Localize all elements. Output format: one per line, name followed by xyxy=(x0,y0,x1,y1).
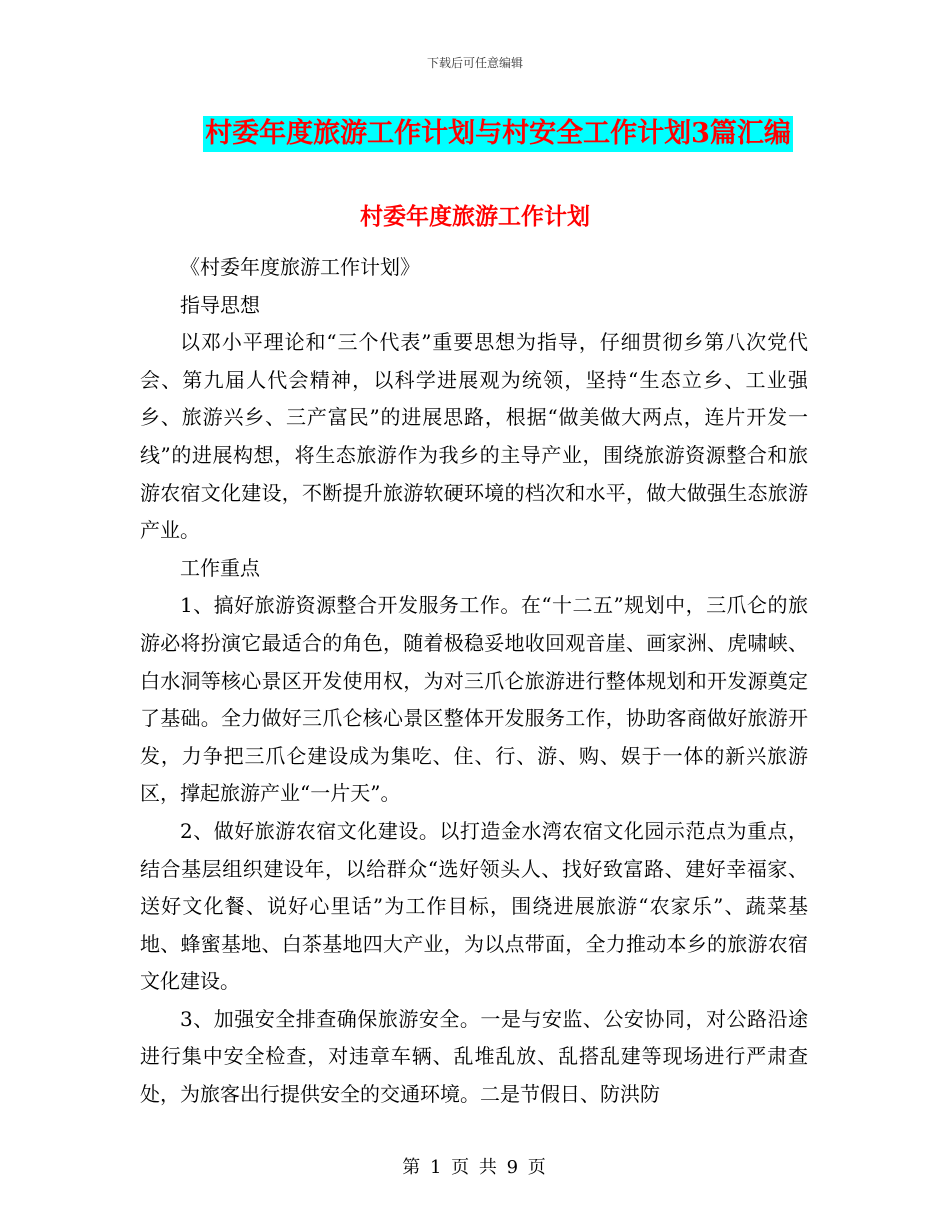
document-main-title xyxy=(0,112,950,152)
paragraph-book-title: 《村委年度旅游工作计划》 xyxy=(180,255,420,279)
paragraph-item-3: 3、加强安全排查确保旅游安全。一是与安监、公安协同，对公路沿途进行集中安全检查，对违章车辆、乱堆乱放、乱搭乱建等现场进行严肃查处，为旅客出行提供安全的交通环境。二是节假日、防洪防 xyxy=(140,1006,808,1107)
document-body xyxy=(140,249,808,1114)
paragraph-guiding-thought: 以邓小平理论和“三个代表”重要思想为指导，仔细贯彻乡第八次党代会、第九届人代会精神，以科学进展观为统领，坚持“生态立乡、工业强乡、旅游兴乡、三产富民”的进展思路，根据“做美做大两点，连片开发一线”的进展构想，将生态旅游作为我乡的主导产业，围绕旅游资源整合和旅游农宿文化建设，不断提升旅游软硬环境的档次和水平，做大做强生态旅游产业。 xyxy=(140,330,808,543)
paragraph-heading-work-focus: 工作重点 xyxy=(180,555,260,580)
paragraph-heading-guiding-thought: 指导思想 xyxy=(180,292,260,317)
main-title-highlight: 村委年度旅游工作计划与村安全工作计划3篇汇编 xyxy=(203,116,793,152)
page-footer: 第 1 页 共 9 页 xyxy=(402,1157,548,1178)
paragraph-item-1: 1、搞好旅游资源整合开发服务工作。在“十二五”规划中，三爪仑的旅游必将扮演它最适合的角色，随着极稳妥地收回观音崖、画家洲、虎啸峡、白水洞等核心景区开发使用权，为对三爪仑旅游进行整体规划和开发源奠定了基础。全力做好三爪仑核心景区整体开发服务工作，协助客商做好旅游开发，力争把三爪仑建设成为集吃、住、行、游、购、娱于一体的新兴旅游区，撑起旅游产业“一片天”。 xyxy=(140,593,808,806)
section-title: 村委年度旅游工作计划 xyxy=(360,203,590,230)
header-note: 下载后可任意编辑 xyxy=(426,56,523,70)
paragraph-item-2: 2、做好旅游农宿文化建设。以打造金水湾农宿文化园示范点为重点，结合基层组织建设年，以给群众“选好领头人、找好致富路、建好幸福家、送好文化餐、说好心里话”为工作目标，围绕进展旅游“农家乐”、蔬菜基地、蜂蜜基地、白茶基地四大产业，为以点带面，全力推动本乡的旅游农宿文化建设。 xyxy=(140,818,808,994)
